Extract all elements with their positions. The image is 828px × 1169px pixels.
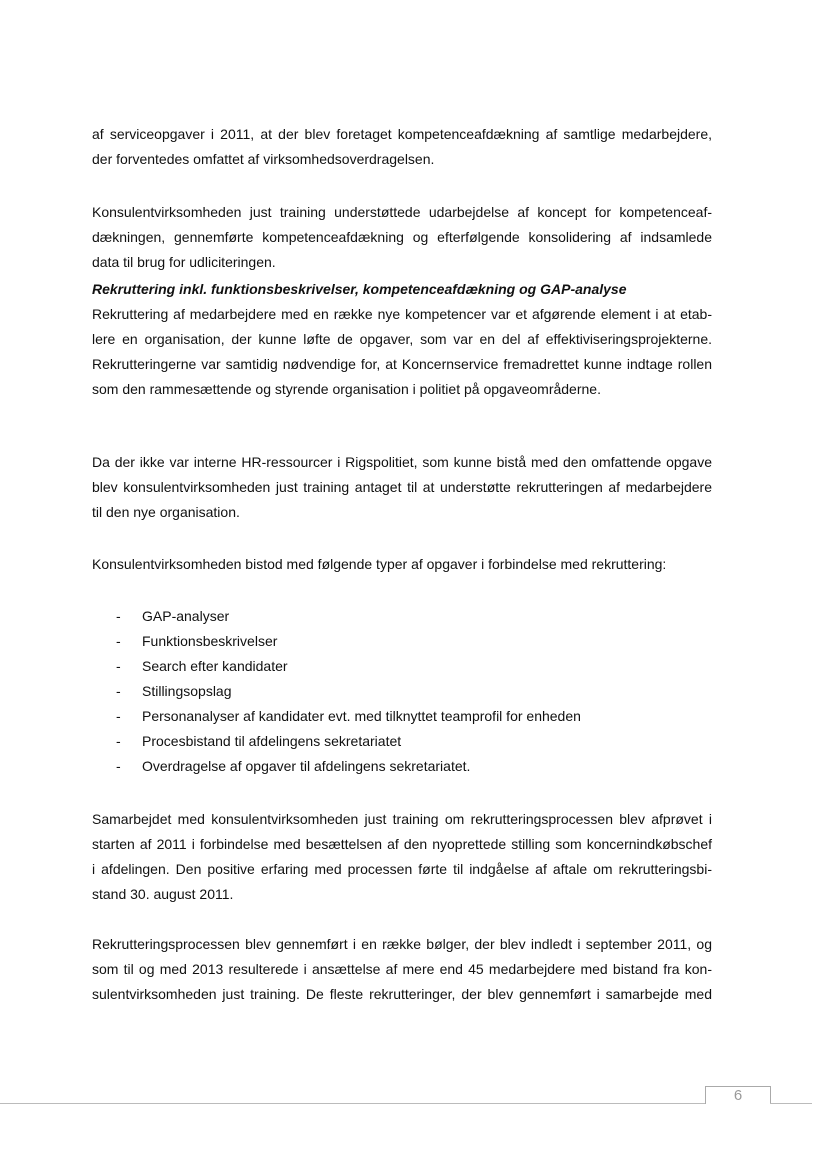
paragraph-6	[92, 807, 712, 907]
text-line: Rekrutteringsprocessen blev gennemført i en række bølger, der blev indledt i september 2011, og	[92, 936, 712, 952]
text-line: til den nye organisation.	[92, 504, 240, 520]
text-line: data til brug for udliciteringen.	[92, 254, 276, 270]
paragraph-4	[92, 450, 712, 525]
text-line: som til og med 2013 resulterede i ansættelse af mere end 45 medarbejdere med bistand fra kon-	[92, 961, 712, 977]
list-marker: -	[116, 733, 121, 749]
list-item-text: GAP-analyser	[142, 608, 230, 624]
section-heading: Rekruttering inkl. funktionsbeskrivelser, kompetenceafdækning og GAP-analyse	[92, 281, 627, 297]
text-line: af serviceopgaver i 2011, at der blev foretaget kompetenceafdækning af samtlige medarbejdere,	[92, 126, 712, 142]
list-item	[116, 629, 581, 654]
text-line: starten af 2011 i forbindelse med besættelsen af den nyoprettede stilling som koncernindkøbschef	[92, 836, 712, 852]
text-line: blev konsulentvirksomheden just training antaget til at understøtte rekrutteringen af medarbejdere	[92, 479, 712, 495]
text-line: der forventedes omfattet af virksomhedsoverdragelsen.	[92, 151, 435, 167]
list-item	[116, 704, 581, 729]
list-item	[116, 679, 581, 704]
text-line: stand 30. august 2011.	[92, 886, 234, 902]
list-item	[116, 604, 581, 629]
list-marker: -	[116, 758, 121, 774]
page-number: 6	[705, 1086, 771, 1104]
list-item-text: Stillingsopslag	[142, 683, 232, 699]
text-line: dækningen, gennemførte kompetenceafdækning og efterfølgende konsolidering af indsamlede	[92, 229, 712, 245]
list-item	[116, 754, 581, 779]
list-item-text: Procesbistand til afdelingens sekretariatet	[142, 733, 402, 749]
footer-rule	[770, 1103, 812, 1104]
list-item	[116, 654, 581, 679]
text-line: som den rammesættende og styrende organisation i politiet på opgaveområderne.	[92, 381, 601, 397]
text-line: Konsulentvirksomheden bistod med følgende typer af opgaver i forbindelse med rekruttering:	[92, 556, 667, 572]
list-item	[116, 729, 581, 754]
list-marker: -	[116, 708, 121, 724]
list-marker: -	[116, 633, 121, 649]
text-line: Rekrutteringerne var samtidig nødvendige for, at Koncernservice fremadrettet kunne indtage rollen	[92, 356, 712, 372]
paragraph-7	[92, 932, 712, 1007]
section-recruitment	[92, 277, 712, 402]
text-line: Samarbejdet med konsulentvirksomheden just training om rekrutteringsprocessen blev afprøvet i	[92, 811, 712, 827]
list-item-text: Overdragelse af opgaver til afdelingens sekretariatet.	[142, 758, 471, 774]
text-line: sulentvirksomheden just training. De fleste rekrutteringer, der blev gennemført i samarbejde med	[92, 986, 712, 1002]
paragraph-2	[92, 200, 712, 275]
text-line: Da der ikke var interne HR-ressourcer i Rigspolitiet, som kunne bistå med den omfattende opgave	[92, 454, 712, 470]
paragraph-1	[92, 122, 712, 172]
list-marker: -	[116, 658, 121, 674]
text-line: i afdelingen. Den positive erfaring med processen førte til indgåelse af aftale om rekrutteringsbi-	[92, 861, 712, 877]
list-item-text: Personanalyser af kandidater evt. med tilknyttet teamprofil for enheden	[142, 708, 581, 724]
task-list	[116, 604, 581, 779]
list-item-text: Search efter kandidater	[142, 658, 288, 674]
text-line: Konsulentvirksomheden just training understøttede udarbejdelse af koncept for kompetenceaf-	[92, 204, 712, 220]
list-item-text: Funktionsbeskrivelser	[142, 633, 278, 649]
list-marker: -	[116, 608, 121, 624]
paragraph-5	[92, 552, 712, 577]
text-line: Rekruttering af medarbejdere med en række nye kompetencer var et afgørende element i at etab-	[92, 306, 712, 322]
list-marker: -	[116, 683, 121, 699]
footer-rule	[0, 1103, 705, 1104]
text-line: lere en organisation, der kunne løfte de opgaver, som var en del af effektiviseringsprojekterne.	[92, 331, 712, 347]
